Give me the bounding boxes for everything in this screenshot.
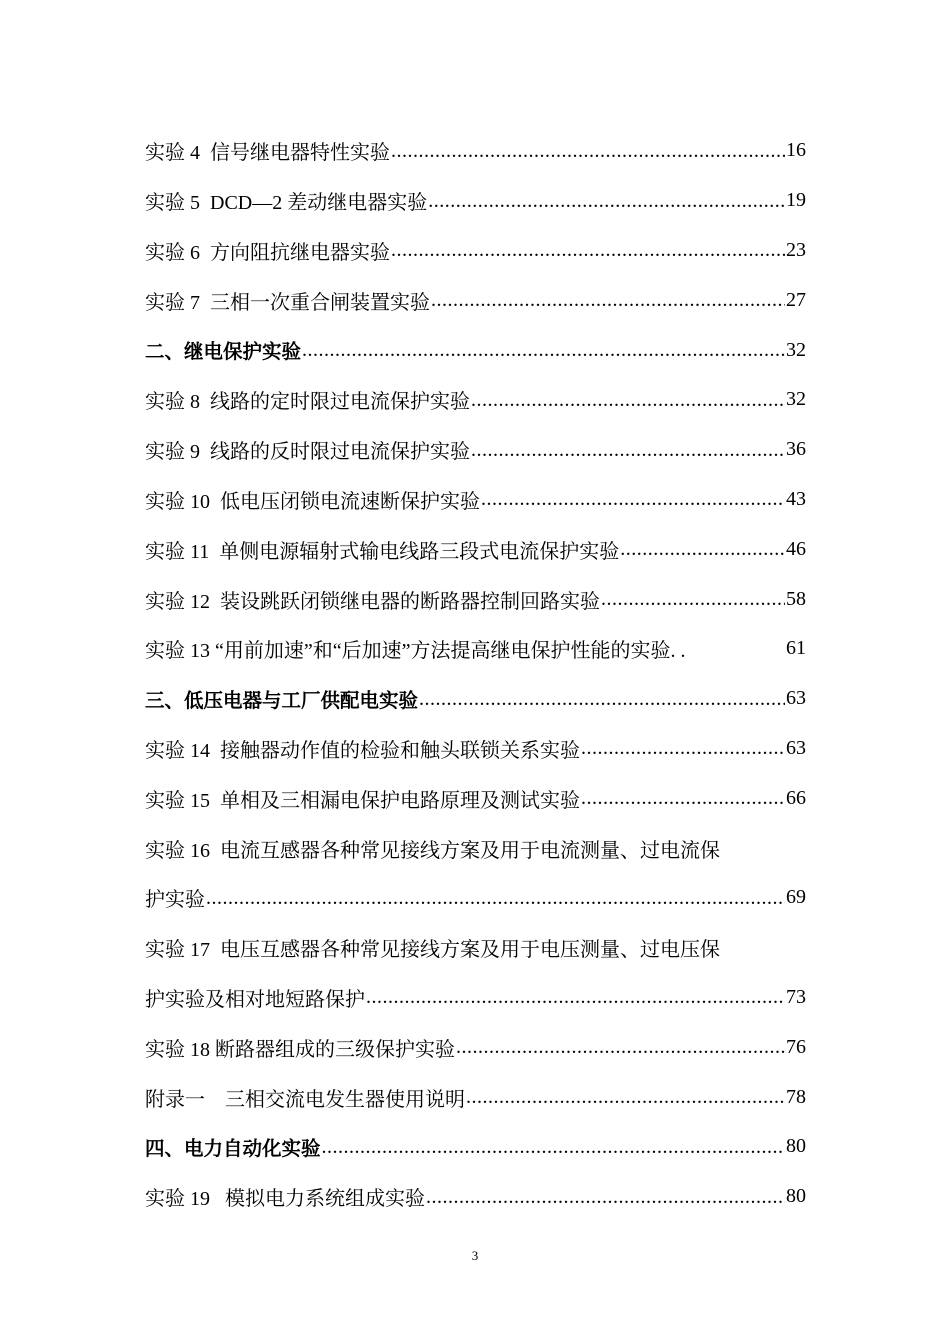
toc-entry-page: 63 — [786, 687, 806, 710]
toc-leader-dots — [322, 1136, 785, 1158]
toc-entry-page: 32 — [786, 388, 806, 411]
page-number: 3 — [471, 1248, 479, 1263]
toc-entry-label: 实验 16 电流互感器各种常见接线方案及用于电流测量、过电流保 — [145, 839, 720, 862]
toc-entry-continuation[interactable] — [145, 873, 806, 923]
toc-entry-label: 附录一 三相交流电发生器使用说明 — [145, 1088, 465, 1111]
toc-entry-label: 实验 6 方向阻抗继电器实验 — [145, 241, 390, 264]
toc-leader-dots — [481, 488, 785, 510]
toc-entry-label: 实验 10 低电压闭锁电流速断保护实验 — [145, 490, 480, 513]
toc-entry-page: 66 — [786, 786, 806, 809]
toc-section-heading[interactable] — [145, 325, 806, 375]
toc-entry-label: 实验 4 信号继电器特性实验 — [145, 142, 390, 165]
toc-entry[interactable] — [145, 524, 806, 574]
toc-entry-page: 19 — [786, 189, 806, 212]
toc-section-heading[interactable] — [145, 674, 806, 724]
toc-entry-label: 实验 15 单相及三相漏电保护电路原理及测试实验 — [145, 789, 580, 812]
toc-entry-page: 27 — [786, 288, 806, 311]
toc-leader-dots — [391, 140, 785, 162]
toc-entry-label: 二、继电保护实验 — [145, 340, 302, 364]
toc-entry[interactable] — [145, 724, 806, 774]
toc-entry-label: 实验 8 线路的定时限过电流保护实验 — [145, 391, 470, 414]
toc-entry-page: 76 — [786, 1035, 806, 1058]
toc-entry[interactable] — [145, 425, 806, 475]
toc-leader-dots — [391, 239, 785, 261]
toc-entry-page: 23 — [786, 238, 806, 261]
toc-entry-label: 实验 9 线路的反时限过电流保护实验 — [145, 441, 470, 464]
toc-entry[interactable] — [145, 226, 806, 276]
toc-entry-page: 32 — [786, 338, 806, 361]
toc-entry-page: 73 — [786, 985, 806, 1008]
toc-entry-label: 护实验 — [145, 889, 205, 912]
toc-entry-label: 实验 19 模拟电力系统组成实验 — [145, 1188, 425, 1211]
toc-entry[interactable] — [145, 375, 806, 425]
toc-entry-label: 实验 17 电压互感器各种常见接线方案及用于电压测量、过电压保 — [145, 939, 720, 962]
toc-leader-dots — [471, 389, 785, 411]
toc-entry[interactable] — [145, 1172, 806, 1222]
toc-leader-dots — [426, 1186, 785, 1208]
toc-entry-label: 实验 12 装设跳跃闭锁继电器的断路器控制回路实验 — [145, 590, 600, 613]
toc-entry-page: 80 — [786, 1135, 806, 1158]
toc-entry-label: 四、电力自动化实验 — [145, 1136, 321, 1160]
toc-leader-dots — [302, 339, 785, 361]
toc-leader-dots — [366, 986, 785, 1008]
toc-leader-dots — [428, 190, 785, 212]
toc-entry-label: 实验 18 断路器组成的三级保护实验 — [145, 1038, 455, 1061]
toc-entry[interactable] — [145, 773, 806, 823]
table-of-contents — [145, 126, 806, 1222]
toc-leader-dots — [431, 289, 785, 311]
toc-entry[interactable] — [145, 176, 806, 226]
toc-entry-label: 实验 7 三相一次重合闸装置实验 — [145, 291, 430, 314]
toc-entry[interactable] — [145, 1022, 806, 1072]
toc-leader-dots — [601, 588, 785, 610]
toc-entry[interactable] — [145, 126, 806, 176]
toc-entry-page: 58 — [786, 587, 806, 610]
toc-entry-label: 实验 14 接触器动作值的检验和触头联锁关系实验 — [145, 739, 580, 762]
toc-entry-label: 护实验及相对地短路保护 — [145, 988, 365, 1011]
toc-leader-dots — [581, 787, 785, 809]
toc-entry-label: 实验 13 “用前加速”和“后加速”方法提高继电保护性能的实验. . — [145, 640, 686, 663]
toc-entry-label: 实验 11 单侧电源辐射式输电线路三段式电流保护实验 — [145, 540, 620, 563]
toc-entry-page: 16 — [786, 139, 806, 162]
toc-leader-dots — [419, 688, 785, 710]
toc-entry[interactable] — [145, 574, 806, 624]
toc-entry-page: 80 — [786, 1185, 806, 1208]
toc-entry[interactable] — [145, 624, 806, 674]
toc-leader-dots — [471, 439, 785, 461]
toc-section-heading[interactable] — [145, 1122, 806, 1172]
toc-entry-page: 43 — [786, 487, 806, 510]
toc-entry-label: 三、低压电器与工厂供配电实验 — [145, 688, 419, 712]
toc-entry-continuation[interactable] — [145, 973, 806, 1023]
toc-entry[interactable] — [145, 475, 806, 525]
toc-leader-dots — [456, 1036, 785, 1058]
toc-leader-dots — [581, 737, 785, 759]
toc-entry-page: 61 — [786, 637, 806, 660]
toc-entry-page: 46 — [786, 537, 806, 560]
toc-entry[interactable] — [145, 923, 806, 973]
toc-entry-page: 63 — [786, 736, 806, 759]
toc-entry-page: 69 — [786, 886, 806, 909]
toc-entry[interactable] — [145, 1072, 806, 1122]
toc-entry-page: 36 — [786, 438, 806, 461]
toc-entry[interactable] — [145, 275, 806, 325]
toc-leader-dots — [206, 887, 785, 909]
toc-entry[interactable] — [145, 823, 806, 873]
toc-entry-page: 78 — [786, 1085, 806, 1108]
toc-entry-label: 实验 5 DCD—2 差动继电器实验 — [145, 192, 428, 215]
toc-leader-dots — [466, 1086, 785, 1108]
toc-leader-dots — [620, 538, 785, 560]
